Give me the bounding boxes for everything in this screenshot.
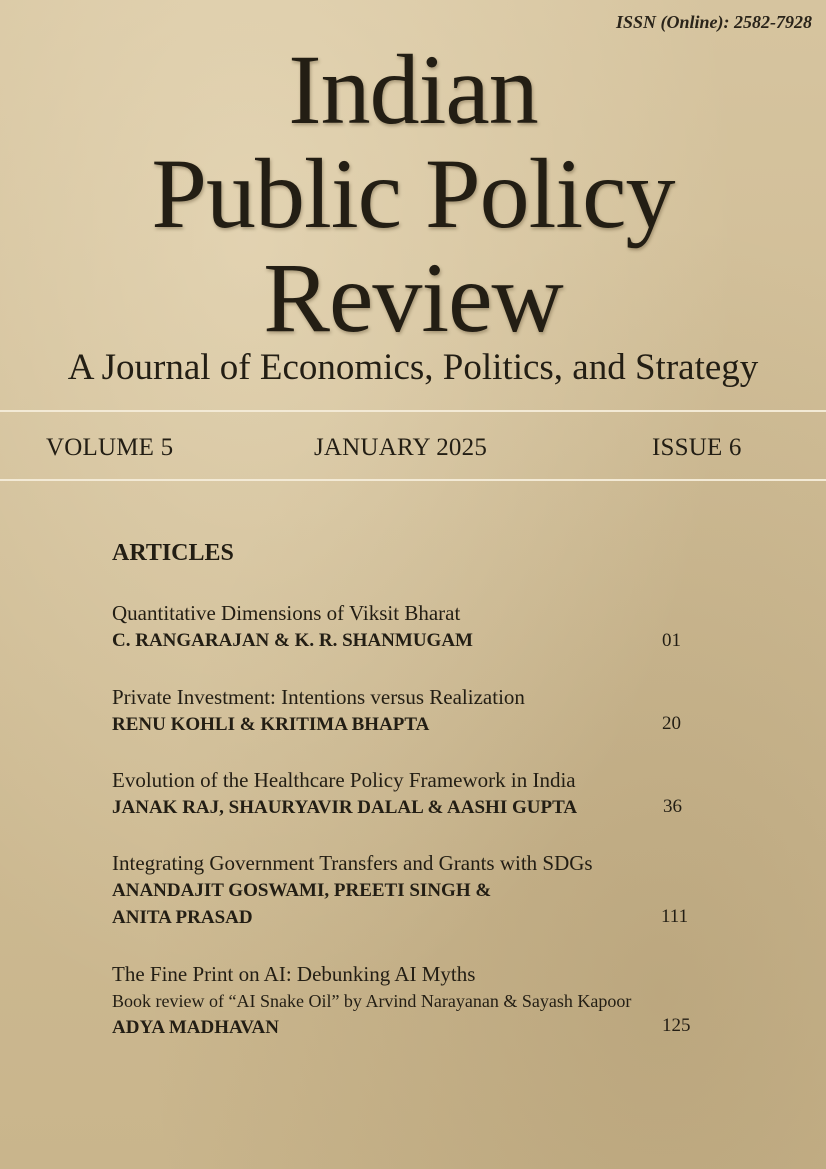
title-line-1: Indian: [288, 34, 538, 145]
article-entry: [112, 599, 712, 654]
article-page-number: 111: [661, 906, 689, 927]
article-note: Book review of “AI Snake Oil” by Arvind Narayanan & Sayash Kapoor: [112, 991, 632, 1011]
article-title: Private Investment: Intentions versus Realization: [112, 685, 525, 709]
title-line-2: Public Policy: [151, 138, 675, 249]
article-authors-line-1: ANANDAJIT GOSWAMI, PREETI SINGH &: [112, 880, 492, 901]
article-authors: ADYA MADHAVAN: [112, 1017, 279, 1038]
issue-info-band: [0, 410, 826, 481]
journal-subtitle: A Journal of Economics, Politics, and Strategy: [67, 347, 759, 388]
article-title: Evolution of the Healthcare Policy Framework in India: [112, 768, 576, 792]
article-entry: [112, 849, 712, 931]
article-authors: RENU KOHLI & KRITIMA BHAPTA: [112, 714, 430, 735]
date-label: JANUARY 2025: [314, 434, 488, 461]
journal-title: [0, 34, 826, 353]
article-page-number: 36: [663, 796, 682, 817]
volume-label: VOLUME 5: [46, 434, 174, 461]
article-authors-line-2: ANITA PRASAD: [112, 907, 253, 928]
title-line-3: Review: [263, 242, 563, 353]
article-entry: [112, 960, 712, 1041]
article-page-number: 20: [662, 713, 681, 734]
article-title: Integrating Government Transfers and Grants with SDGs: [112, 851, 593, 875]
article-entry: [112, 683, 712, 738]
article-title: The Fine Print on AI: Debunking AI Myths: [112, 962, 476, 986]
article-page-number: 125: [662, 1015, 691, 1036]
article-title: Quantitative Dimensions of Viksit Bharat: [112, 601, 461, 625]
article-authors: C. RANGARAJAN & K. R. SHANMUGAM: [112, 630, 473, 651]
article-authors: JANAK RAJ, SHAURYAVIR DALAL & AASHI GUPTA: [112, 797, 578, 818]
article-page-number: 01: [662, 630, 681, 651]
issn-label: ISSN (Online): 2582-7928: [615, 12, 812, 32]
article-entry: [112, 766, 712, 821]
articles-heading: ARTICLES: [112, 540, 234, 566]
issue-label: ISSUE 6: [652, 434, 742, 461]
